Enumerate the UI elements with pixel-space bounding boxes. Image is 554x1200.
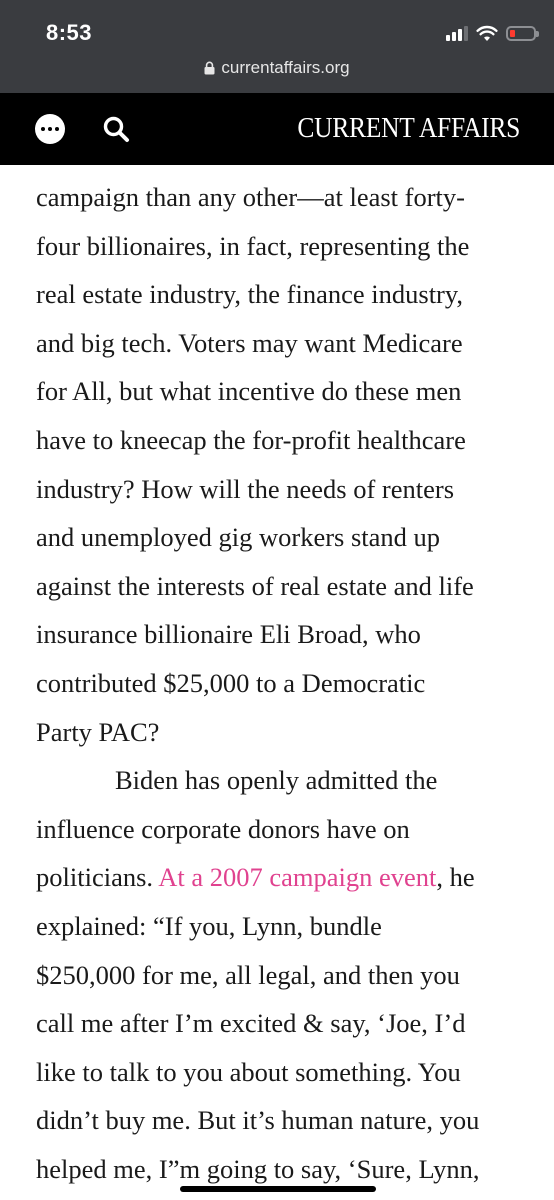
article-paragraph [36, 756, 526, 1193]
text-line: like to talk to you about something. You [36, 1056, 461, 1087]
text-line: call me after I’m excited & say, ‘Joe, I’d [36, 1008, 466, 1039]
campaign-event-link[interactable]: At a 2007 campaign event [158, 862, 437, 893]
more-icon[interactable] [35, 114, 65, 144]
text-line: and unemployed gig workers stand up [36, 522, 441, 553]
status-time: 8:53 [46, 20, 93, 45]
url-text: currentaffairs.org [221, 58, 350, 77]
signal-icon [446, 25, 468, 41]
text-line: $250,000 for me, all legal, and then you [36, 959, 460, 990]
lock-icon [204, 61, 215, 75]
text-segment: politicians. [36, 862, 159, 893]
text-line: four billionaires, in fact, representing the [36, 230, 470, 261]
status-icons [446, 22, 536, 44]
text-line: Biden has openly admitted the [115, 765, 438, 796]
text-line: industry? How will the needs of renters [36, 473, 455, 504]
article-paragraph [36, 173, 526, 756]
article-body [36, 173, 526, 1193]
search-icon[interactable] [102, 115, 130, 143]
home-indicator[interactable] [180, 1186, 376, 1192]
wifi-icon [476, 25, 498, 42]
text-line: Party PAC? [36, 716, 160, 747]
text-line: against the interests of real estate and life [36, 570, 474, 601]
address-bar[interactable] [0, 58, 554, 78]
battery-low-icon [506, 26, 536, 41]
site-logo[interactable]: CURRENT AFFAIRS [297, 112, 520, 144]
text-line: helped me, I”m going to say, ‘Sure, Lynn, [36, 1153, 480, 1184]
text-segment: , he [436, 862, 475, 893]
text-line: didn’t buy me. But it’s human nature, you [36, 1105, 480, 1136]
status-and-url-bar [0, 0, 554, 93]
text-line: contributed $25,000 to a Democratic [36, 667, 426, 698]
text-line: explained: “If you, Lynn, bundle [36, 910, 382, 941]
text-line: for All, but what incentive do these men [36, 376, 462, 407]
text-line: and big tech. Voters may want Medicare [36, 327, 463, 358]
text-line: campaign than any other—at least forty- [36, 182, 465, 212]
text-line [36, 853, 526, 902]
text-line: influence corporate donors have on [36, 813, 410, 844]
text-line: have to kneecap the for-profit healthcare [36, 424, 466, 455]
text-line: insurance billionaire Eli Broad, who [36, 619, 421, 650]
text-line: real estate industry, the finance industry, [36, 279, 464, 310]
